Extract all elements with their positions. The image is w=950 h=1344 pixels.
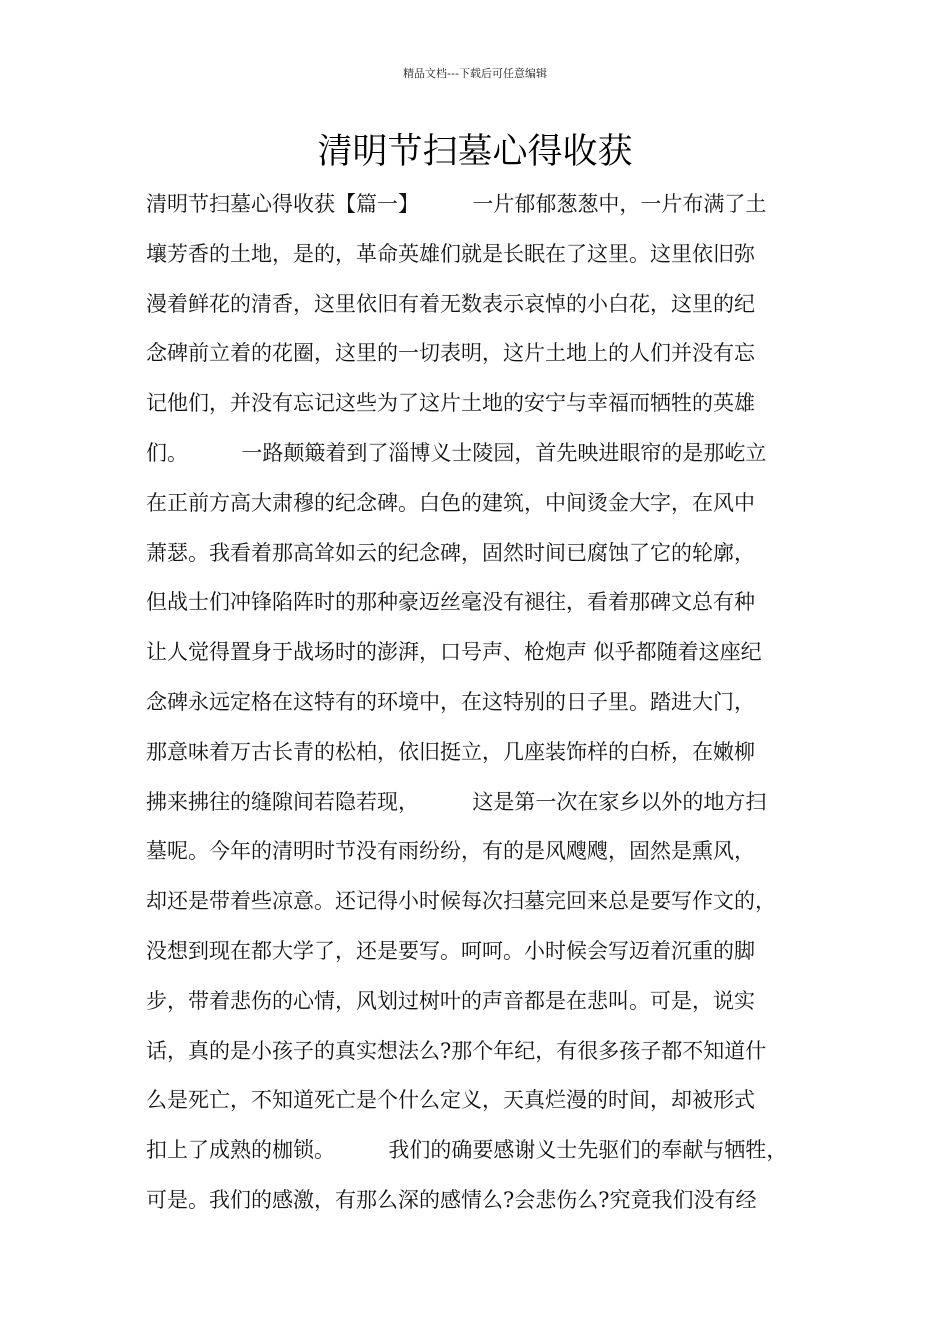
body-line: 记他们，并没有忘记这些为了这片土地的安宁与幸福而牺牲的英雄 bbox=[146, 391, 755, 416]
document-body bbox=[146, 180, 826, 1226]
body-line: 在正前方高大肃穆的纪念碑。白色的建筑，中间烫金大字，在风中 bbox=[146, 490, 755, 515]
body-line: 么是死亡，不知道死亡是个什么定义，天真烂漫的时间，却被形式 bbox=[146, 1088, 755, 1113]
body-line: 却还是带着些凉意。还记得小时候每次扫墓完回来总是要写作文的， bbox=[146, 889, 776, 914]
body-line: 步，带着悲伤的心情，风划过树叶的声音都是在悲叫。可是，说实 bbox=[146, 988, 755, 1013]
body-line: 可是。我们的感激，有那么深的感情么?会悲伤么?究竟我们没有经 bbox=[146, 1187, 757, 1212]
body-line: 但战士们冲锋陷阵时的那种豪迈丝毫没有褪往，看着那碑文总有种 bbox=[146, 590, 755, 615]
page-header: 精品文档---下载后可任意编辑 bbox=[403, 67, 547, 80]
body-line: 墓呢。今年的清明时节没有雨纷纷，有的是风飕飕，固然是熏风， bbox=[146, 839, 755, 864]
body-line: 话，真的是小孩子的真实想法么?那个年纪，有很多孩子都不知道什 bbox=[146, 1038, 767, 1063]
body-line: 那意味着万古长青的松柏，依旧挺立，几座装饰样的白桥，在嫩柳 bbox=[146, 739, 755, 764]
body-line: 壤芳香的土地，是的，革命英雄们就是长眠在了这里。这里依旧弥 bbox=[146, 241, 755, 266]
body-line: 拂来拂往的缝隙间若隐若现， 这是第一次在家乡以外的地方扫 bbox=[146, 789, 767, 814]
body-line: 让人觉得置身于战场时的澎湃，口号声、枪炮声 似乎都随着这座纪 bbox=[146, 640, 762, 665]
body-line: 扣上了成熟的枷锁。 我们的确要感谢义士先驱们的奉献与牺牲， bbox=[146, 1138, 788, 1163]
body-line: 们。 一路颠簸着到了淄博义士陵园，首先映进眼帘的是那屹立 bbox=[146, 440, 767, 465]
body-line: 没想到现在都大学了，还是要写。呵呵。小时候会写迈着沉重的脚 bbox=[146, 938, 755, 963]
body-line: 漫着鲜花的清香，这里依旧有着无数表示哀悼的小白花，这里的纪 bbox=[146, 291, 755, 316]
body-line: 萧瑟。我看着那高耸如云的纪念碑，固然时间已腐蚀了它的轮廓， bbox=[146, 540, 755, 565]
body-line: 念碑永远定格在这特有的环境中，在这特别的日子里。踏进大门， bbox=[146, 689, 755, 714]
body-line: 清明节扫墓心得收获【篇一】 一片郁郁葱葱中，一片布满了土 bbox=[146, 192, 767, 216]
body-line: 念碑前立着的花圈，这里的一切表明，这片土地上的人们并没有忘 bbox=[146, 341, 755, 366]
document-title: 清明节扫墓心得收获 bbox=[317, 132, 633, 172]
